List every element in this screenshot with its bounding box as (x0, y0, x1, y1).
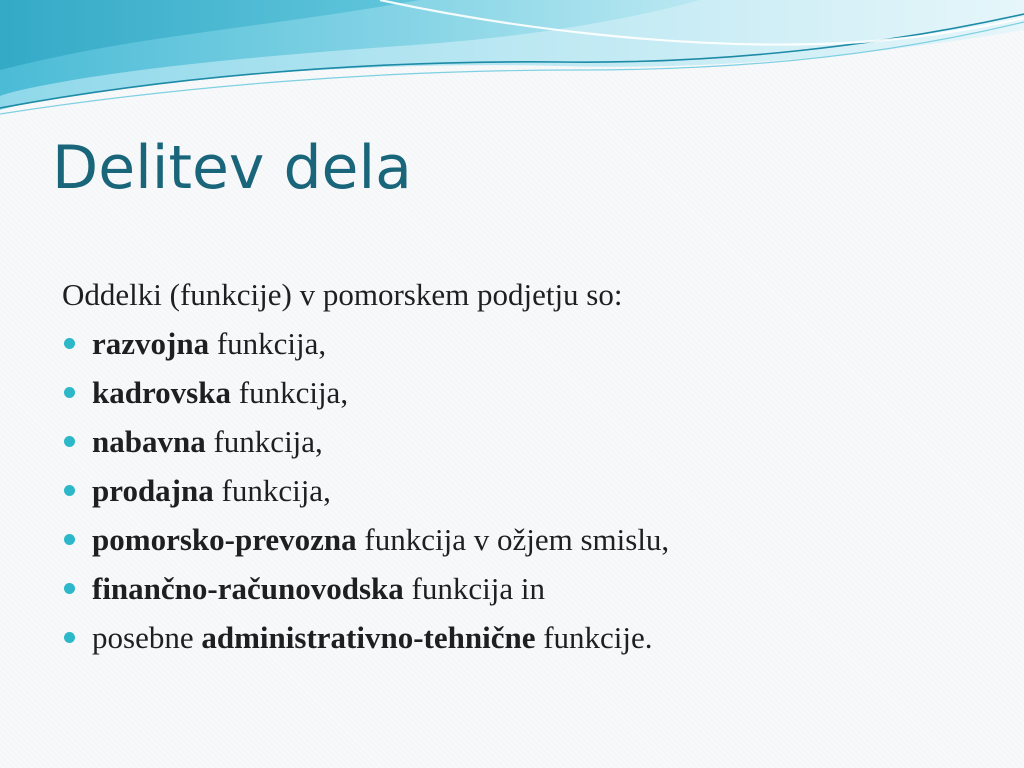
bullet-icon (64, 534, 75, 545)
item-bold-text: razvojna (92, 326, 210, 361)
list-item (62, 466, 992, 515)
item-suffix-text: funkcija v ožjem smislu, (356, 522, 670, 557)
bullet-icon (64, 583, 75, 594)
item-bold-text: administrativno-tehnične (201, 620, 536, 655)
bullet-icon (64, 387, 75, 398)
function-list (62, 319, 992, 662)
item-bold-text: finančno-računovodska (92, 571, 404, 606)
item-suffix-text: funkcija, (209, 326, 327, 361)
item-suffix-text: funkcija, (205, 424, 323, 459)
list-item (62, 417, 992, 466)
list-item (62, 515, 992, 564)
list-item (62, 564, 992, 613)
slide-title: Delitev dela (52, 133, 412, 203)
item-bold-text: kadrovska (92, 375, 231, 410)
decorative-wave-banner (0, 0, 1024, 140)
bullet-icon (64, 436, 75, 447)
intro-text: Oddelki (funkcije) v pomorskem podjetju so: (62, 277, 623, 312)
bullet-icon (64, 632, 75, 643)
list-item (62, 368, 992, 417)
bullet-icon (64, 338, 75, 349)
item-suffix-text: funkcija, (213, 473, 331, 508)
list-item (62, 319, 992, 368)
bullet-icon (64, 485, 75, 496)
item-bold-text: pomorsko-prevozna (92, 522, 357, 557)
item-suffix-text: funkcija in (403, 571, 545, 606)
slide-body (62, 270, 992, 662)
list-item (62, 613, 992, 662)
item-suffix-text: funkcija, (231, 375, 349, 410)
item-suffix-text: funkcije. (535, 620, 653, 655)
item-bold-text: prodajna (92, 473, 214, 508)
item-prefix-text: posebne (92, 620, 202, 655)
item-bold-text: nabavna (92, 424, 206, 459)
